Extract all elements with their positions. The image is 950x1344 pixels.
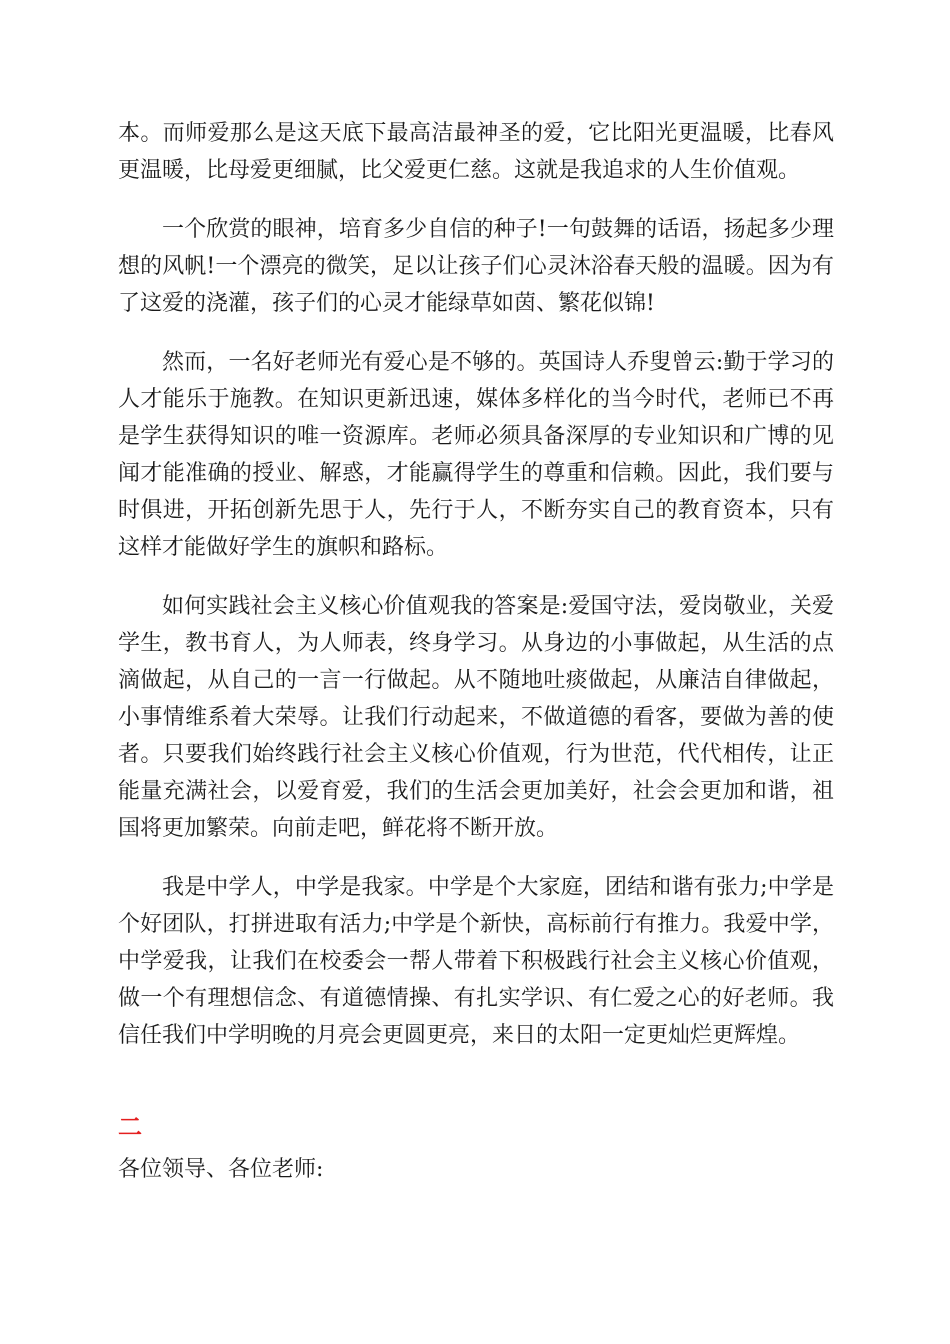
paragraph-5: 我是中学人，中学是我家。中学是个大家庭，团结和谐有张力;中学是个好团队，打拼进取有活力;中学是个新快，高标前行有推力。我爱中学，中学爱我，让我们在校委会一帮人带着下积极践行社会主义核心价值观，做一个有理想信念、有道德情操、有扎实学识、有仁爱之心的好老师。我信任我们中学明晚的月亮会更圆更亮，来日的太阳一定更灿烂更辉煌。 (118, 875, 834, 1048)
salutation: 各位领导、各位老师: (118, 1157, 324, 1182)
paragraph-4: 如何实践社会主义核心价值观我的答案是:爱国守法，爱岗敬业，关爱学生，教书育人，为人师表，终身学习。从身边的小事做起，从生活的点滴做起，从自己的一言一行做起。从不随地吐痰做起，从廉洁自律做起，小事情维系着大荣辱。让我们行动起来，不做道德的看客，要做为善的使者。只要我们始终践行社会主义核心价值观，行为世范，代代相传，让正能量充满社会，以爱育爱，我们的生活会更加美好，社会会更加和谐，祖国将更加繁荣。向前走吧，鲜花将不断开放。 (118, 594, 834, 841)
paragraph-3: 然而，一名好老师光有爱心是不够的。英国诗人乔叟曾云:勤于学习的人才能乐于施教。在知识更新迅速，媒体多样化的当今时代，老师已不再是学生获得知识的唯一资源库。老师必须具备深厚的专业知识和广博的见闻才能准确的授业、解惑，才能赢得学生的尊重和信赖。因此，我们要与时俱进，开拓创新先思于人，先行于人，不断夯实自己的教育资本，只有这样才能做好学生的旗帜和路标。 (118, 350, 834, 560)
section-marker: 二 (118, 1113, 142, 1141)
document-body (118, 115, 834, 1054)
paragraph-2: 一个欣赏的眼神，培育多少自信的种子!一句鼓舞的话语，扬起多少理想的风帆!一个漂亮的微笑，足以让孩子们心灵沐浴春天般的温暖。因为有了这爱的浇灌，孩子们的心灵才能绿草如茵、繁花似锦! (118, 217, 834, 316)
paragraph-continuation: 本。而师爱那么是这天底下最高洁最神圣的爱，它比阳光更温暖，比春风更温暖，比母爱更细腻，比父爱更仁慈。这就是我追求的人生价值观。 (118, 121, 834, 183)
